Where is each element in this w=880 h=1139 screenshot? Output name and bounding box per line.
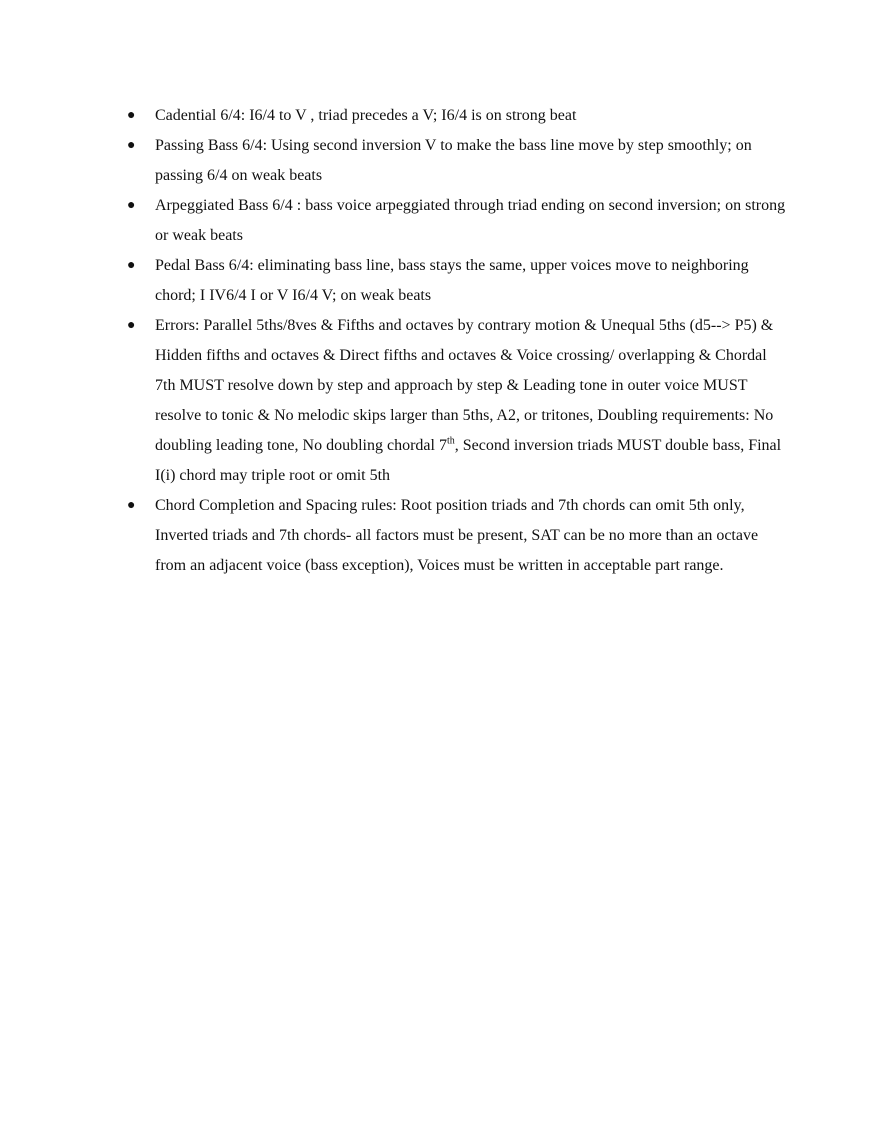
superscript-th: th [446, 435, 455, 447]
bullet-icon: ● [127, 138, 136, 153]
bullet-icon: ● [127, 108, 136, 123]
list-item-text [155, 311, 787, 491]
bullet-list [127, 101, 787, 581]
bullet-icon: ● [127, 318, 136, 333]
list-item-text-before: Errors: Parallel 5ths/8ves & Fifths and octaves by contrary motion & Unequal 5ths (d5--> P5) & Hidden fifths and octaves & Direct fifths and octaves & Voice crossing/ overlapping & Chordal 7th MUST resolve down by step and approach by step & Leading tone in outer voice MUST resolve to tonic & No melodic skips larger than 5ths, A2, or tritones, Doubling requirements: No doubling leading tone, No doubling chordal 7 [155, 317, 774, 454]
list-item [127, 131, 787, 191]
list-item [127, 191, 787, 251]
list-item-text: Passing Bass 6/4: Using second inversion V to make the bass line move by step smoothly; on passing 6/4 on weak beats [155, 137, 752, 184]
list-item-text: Cadential 6/4: I6/4 to V , triad precedes a V; I6/4 is on strong beat [155, 107, 577, 124]
list-item-text: Pedal Bass 6/4: eliminating bass line, bass stays the same, upper voices move to neighboring chord; I IV6/4 I or V I6/4 V; on weak beats [155, 257, 749, 304]
bullet-icon: ● [127, 498, 136, 513]
list-item-text: Chord Completion and Spacing rules: Root position triads and 7th chords can omit 5th only, Inverted triads and 7th chords- all factors must be present, SAT can be no more than an octave from an adjacent voice (bass exception), Voices must be written in acceptable part range. [155, 497, 759, 574]
list-item [127, 311, 787, 491]
list-item-text: Arpeggiated Bass 6/4 : bass voice arpeggiated through triad ending on second inversion; on strong or weak beats [155, 197, 786, 244]
list-item [127, 251, 787, 311]
list-item [127, 101, 787, 131]
list-item [127, 491, 787, 581]
bullet-icon: ● [127, 258, 136, 273]
list-item-text-after: , Second inversion triads MUST double bass, Final I(i) chord may triple root or omit 5th [155, 437, 782, 484]
bullet-icon: ● [127, 198, 136, 213]
